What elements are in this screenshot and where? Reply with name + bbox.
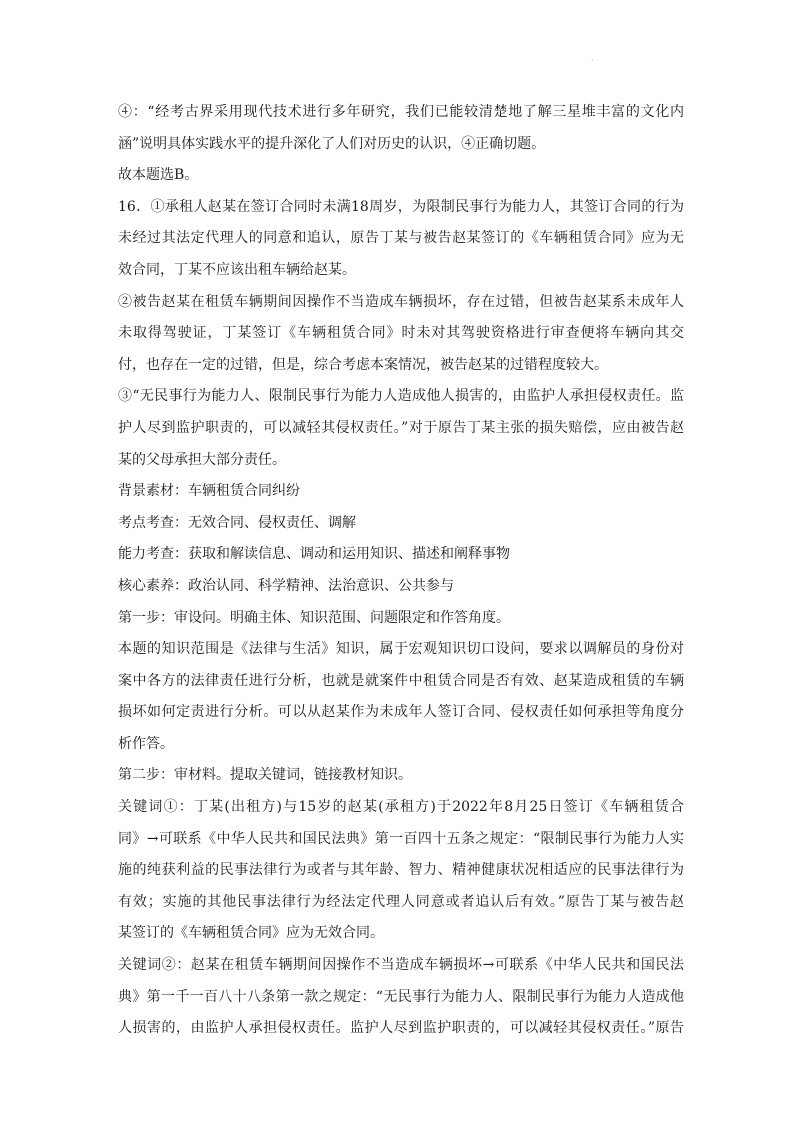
- text-line: 背景素材：车辆租赁合同纠纷: [118, 483, 300, 500]
- text-line: 核心素养：政治认同、科学精神、法治意识、公共参与: [118, 577, 454, 594]
- text-line: 析作答。: [118, 735, 174, 752]
- text-line: 损坏如何定责进行分析。可以从赵某作为未成年人签订合同、侵权责任如何承担等角度分: [118, 704, 684, 721]
- text-line: 能力考查：获取和解读信息、调动和运用知识、描述和阐释事物: [118, 546, 510, 563]
- text-line: ③“无民事行为能力人、限制民事行为能力人造成他人损害的，由监护人承担侵权责任。监: [118, 388, 684, 405]
- text-line: 考点考查：无效合同、侵权责任、调解: [118, 514, 356, 531]
- text-line: 某的父母承担大部分责任。: [118, 451, 286, 468]
- text-line: 第二步：审材料。提取关键词，链接教材知识。: [118, 767, 412, 784]
- text-line: ④：“经考古界采用现代技术进行多年研究，我们已能较清楚地了解三星堆丰富的文化内: [118, 104, 684, 120]
- text-line: 本题的知识范围是《法律与生活》知识，属于宏观知识切口设问，要求以调解员的身份对: [118, 641, 684, 658]
- text-line: 关键词②：赵某在租赁车辆期间因操作不当造成车辆损坏→可联系《中华人民共和国民法: [118, 957, 684, 974]
- text-line: 涵”说明具体实践水平的提升深化了人们对历史的认识，④正确切题。: [118, 135, 546, 152]
- text-line: 护人尽到监护职责的，可以减轻其侵权责任。”对于原告丁某主张的损失赔偿，应由被告赵: [118, 419, 684, 436]
- text-line: 同》→可联系《中华人民共和国民法典》第一百四十五条之规定：“限制民事行为能力人实: [118, 830, 684, 847]
- text-line: ②被告赵某在租赁车辆期间因操作不当造成车辆损坏，存在过错，但被告赵某系未成年人: [118, 293, 684, 310]
- text-line: 付，也存在一定的过错，但是，综合考虑本案情况，被告赵某的过错程度较大。: [118, 356, 608, 373]
- text-line: 某签订的《车辆租赁合同》应为无效合同。: [118, 925, 384, 942]
- text-line: 16．①承租人赵某在签订合同时未满18周岁，为限制民事行为能力人，其签订合同的行为: [118, 198, 684, 215]
- text-line: 第一步：审设问。明确主体、知识范围、问题限定和作答角度。: [118, 609, 510, 626]
- corner-mark: ·: [591, 56, 594, 65]
- text-line: 人损害的，由监护人承担侵权责任。监护人尽到监护职责的，可以减轻其侵权责任。”原告: [118, 1020, 684, 1037]
- text-line: 故本题选B。: [118, 167, 199, 184]
- text-line: 关键词①：丁某(出租方)与15岁的赵某(承租方)于2022年8月25日签订《车辆租赁合: [118, 799, 684, 816]
- text-line: 有效；实施的其他民事法律行为经法定代理人同意或者追认后有效。”原告丁某与被告赵: [118, 893, 684, 910]
- text-line: 典》第一千一百八十八条第一款之规定：“无民事行为能力人、限制民事行为能力人造成他: [118, 988, 684, 1005]
- text-line: 案中各方的法律责任进行分析，也就是就案件中租赁合同是否有效、赵某造成租赁的车辆: [118, 672, 684, 689]
- text-line: 未取得驾驶证，丁某签订《车辆租赁合同》时未对其驾驶资格进行审查便将车辆向其交: [118, 325, 684, 342]
- text-line: 效合同，丁某不应该出租车辆给赵某。: [118, 261, 356, 278]
- text-line: 施的纯获利益的民事法律行为或者与其年龄、智力、精神健康状况相适应的民事法律行为: [118, 862, 684, 879]
- text-line: 未经过其法定代理人的同意和追认，原告丁某与被告赵某签订的《车辆租赁合同》应为无: [118, 230, 684, 247]
- answer-text-body: [118, 97, 684, 1045]
